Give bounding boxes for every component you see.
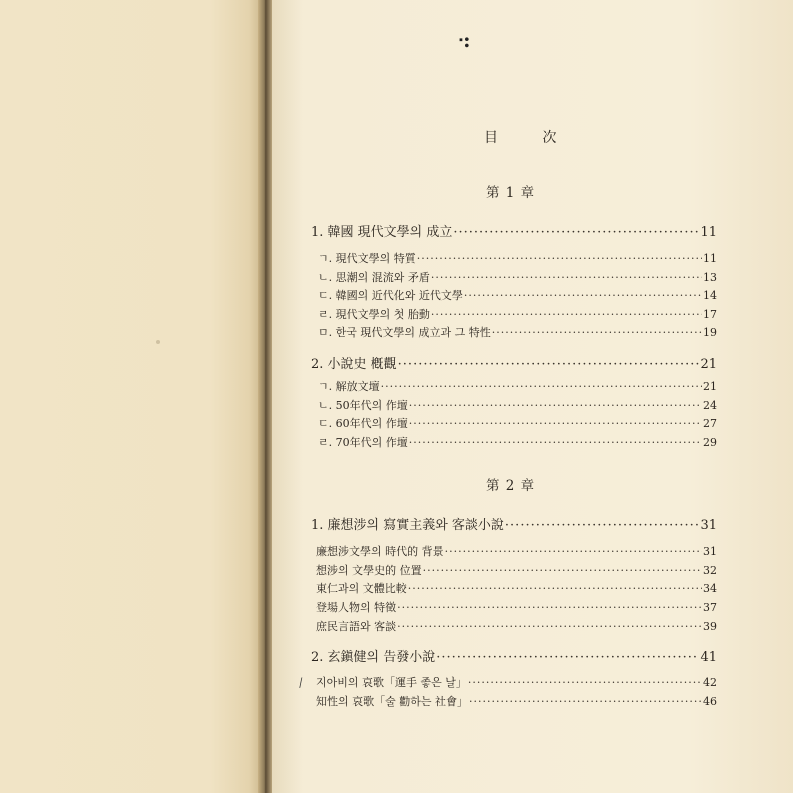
- dot-leader: [397, 601, 702, 614]
- toc-title: 目 次: [484, 130, 577, 146]
- toc-page-number: 14: [703, 289, 717, 302]
- toc-entry-title: 知性의 哀歌「술 勸하는 社會」: [316, 695, 468, 708]
- toc-entry[interactable]: [318, 269, 717, 285]
- toc-entry[interactable]: [318, 324, 717, 340]
- toc-entry-title: 廉想涉文學의 時代的 背景: [316, 545, 444, 558]
- toc-page-number: 42: [703, 676, 717, 689]
- toc-entry[interactable]: [316, 618, 717, 634]
- dot-leader: [469, 695, 702, 708]
- toc-entry-title: ㄴ. 思潮의 混流와 矛盾: [318, 271, 430, 284]
- toc-entry-title: ㄱ. 現代文學의 特質: [318, 252, 416, 265]
- toc-page-number: 24: [703, 399, 717, 412]
- toc-page-number: 11: [700, 225, 717, 240]
- dot-leader: [431, 308, 702, 321]
- toc-page-number: 11: [703, 252, 717, 265]
- toc-entry[interactable]: [311, 353, 717, 372]
- dot-leader: [398, 357, 700, 372]
- toc-entry[interactable]: [318, 434, 717, 450]
- toc-entry-title: 想涉의 文學史的 位置: [316, 564, 422, 577]
- toc-page-number: 39: [703, 620, 717, 633]
- paper-speck: [156, 340, 160, 344]
- toc-entry[interactable]: [318, 250, 717, 266]
- toc-entry-title: ㄷ. 60年代의 作壇: [318, 417, 408, 430]
- chapter-2-heading: 第 2 章: [486, 478, 536, 494]
- dot-leader: [464, 289, 702, 302]
- toc-page-number: 31: [700, 518, 717, 533]
- toc-entry[interactable]: [318, 378, 717, 394]
- toc-entry-title: ㄹ. 現代文學의 첫 胎動: [318, 308, 430, 321]
- toc-entry[interactable]: [318, 397, 717, 413]
- toc-entry[interactable]: [316, 693, 717, 709]
- dot-leader: [436, 650, 699, 665]
- toc-entry-title: ㄹ. 70年代의 作壇: [318, 436, 408, 449]
- toc-entry-title: 지아비의 哀歌「運手 좋은 날」: [316, 676, 467, 689]
- toc-entry-title: 2. 玄鎭健의 告發小說: [311, 650, 436, 665]
- toc-entry-title: ㅁ. 한국 現代文學의 成立과 그 特性: [318, 326, 491, 339]
- toc-page-number: 27: [703, 417, 717, 430]
- toc-page-number: 41: [700, 650, 717, 665]
- dot-leader: [409, 417, 702, 430]
- toc-entry-title: 登場人物의 特徵: [316, 601, 397, 614]
- dot-leader: [417, 252, 702, 265]
- dot-leader: [453, 225, 699, 240]
- toc-page-number: 46: [703, 695, 717, 708]
- toc-entry[interactable]: [316, 674, 717, 690]
- toc-entry[interactable]: [318, 306, 717, 322]
- toc-entry[interactable]: [318, 415, 717, 431]
- dot-leader: [468, 676, 702, 689]
- dot-leader: [408, 582, 702, 595]
- dot-leader: [409, 436, 702, 449]
- book-gutter: [258, 0, 272, 793]
- toc-entry-title: 東仁과의 文體比較: [316, 582, 407, 595]
- toc-entry-title: 1. 廉想涉의 寫實主義와 客談小說: [311, 518, 504, 533]
- toc-page-number: 31: [703, 545, 717, 558]
- toc-entry-title: ㄷ. 韓國의 近代化와 近代文學: [318, 289, 463, 302]
- dot-leader: [445, 545, 702, 558]
- dot-leader: [397, 620, 702, 633]
- dot-leader: [423, 564, 702, 577]
- dot-leader: [505, 518, 700, 533]
- dot-leader: [409, 399, 702, 412]
- toc-entry[interactable]: [316, 543, 717, 559]
- pencil-mark: ⁄: [297, 676, 305, 690]
- dot-leader: [381, 380, 702, 393]
- toc-page-number: 21: [700, 357, 717, 372]
- toc-entry[interactable]: [316, 580, 717, 596]
- toc-entry[interactable]: [311, 221, 717, 240]
- toc-page-number: 21: [703, 380, 717, 393]
- toc-entry[interactable]: [318, 287, 717, 303]
- toc-page-number: 19: [703, 326, 717, 339]
- toc-page-number: 13: [703, 271, 717, 284]
- toc-page-number: 17: [703, 308, 717, 321]
- toc-entry-title: ㄱ. 解放文壇: [318, 380, 380, 393]
- dot-leader: [492, 326, 702, 339]
- toc-page-number: 34: [703, 582, 717, 595]
- toc-entry[interactable]: [311, 646, 717, 665]
- toc-page-number: 29: [703, 436, 717, 449]
- toc-entry-title: 1. 韓國 現代文學의 成立: [311, 225, 453, 240]
- left-page-blank: [0, 0, 262, 793]
- toc-page-number: 37: [703, 601, 717, 614]
- ink-mark: ᐧ:: [458, 28, 471, 52]
- toc-entry[interactable]: [311, 514, 717, 533]
- toc-entry[interactable]: [316, 599, 717, 615]
- toc-entry[interactable]: [316, 562, 717, 578]
- toc-page-number: 32: [703, 564, 717, 577]
- toc-entry-title: ㄴ. 50年代의 作壇: [318, 399, 408, 412]
- toc-entry-title: 庶民言語와 客談: [316, 620, 397, 633]
- dot-leader: [431, 271, 702, 284]
- chapter-1-heading: 第 1 章: [486, 185, 536, 201]
- toc-entry-title: 2. 小說史 槪觀: [311, 357, 397, 372]
